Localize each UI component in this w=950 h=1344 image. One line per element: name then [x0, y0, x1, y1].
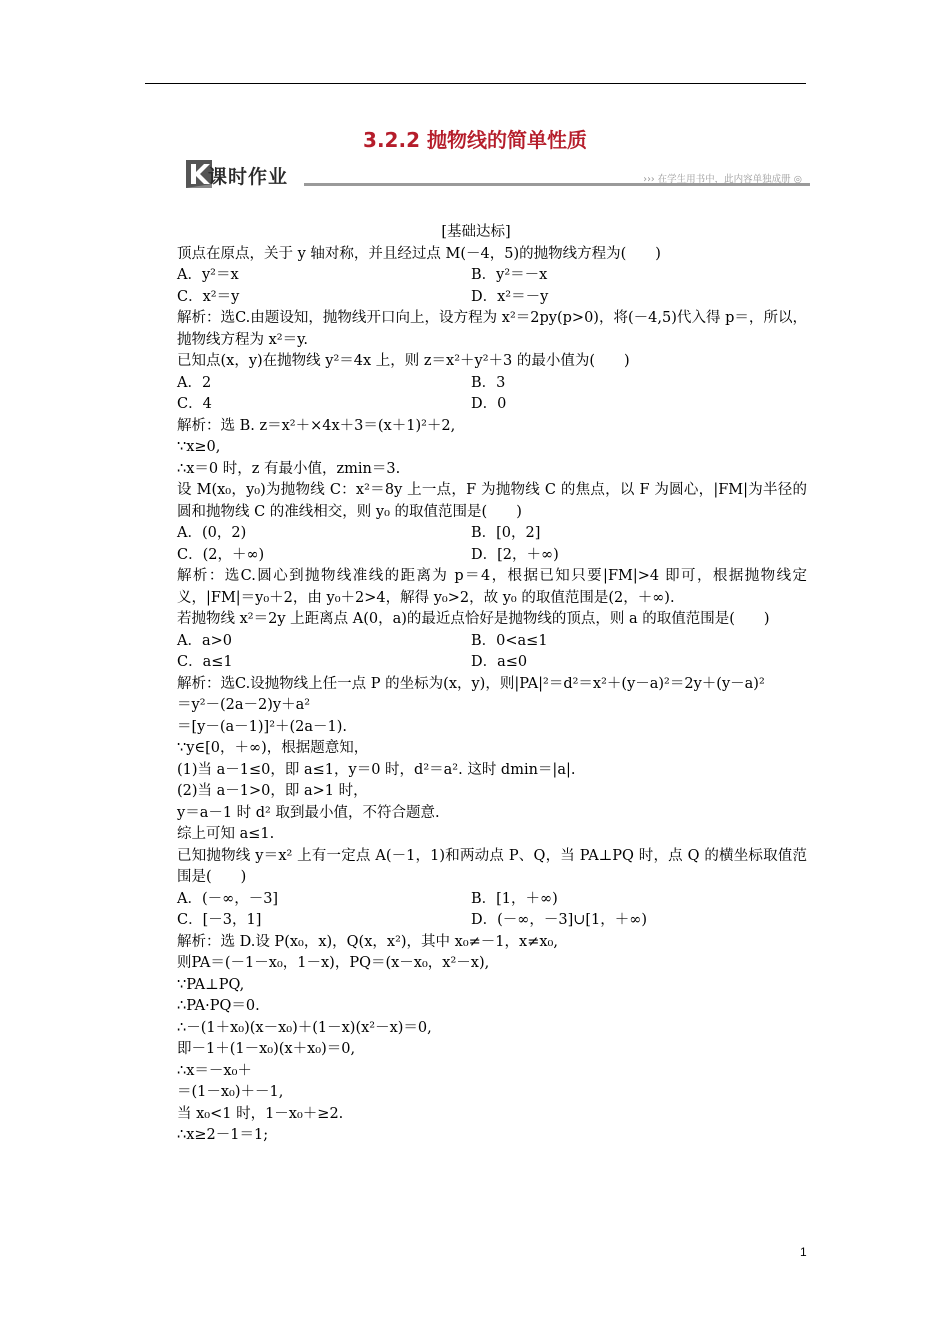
- option-left: A．(0，2): [177, 525, 247, 541]
- text-lines: [145, 244, 807, 1147]
- text-line: 已知点(x，y)在抛物线 y²＝4x 上，则 z＝x²＋y²＋3 的最小值为( ): [177, 353, 630, 369]
- document-body: [145, 222, 807, 1147]
- text-line: ∴x＝0 时，z 有最小值，zmin＝3.: [177, 460, 401, 477]
- option-row: [145, 545, 807, 567]
- option-right: D．a≤0: [471, 654, 528, 670]
- text-line: (1)当 a－1≤0，即 a≤1，y＝0 时，d²＝a². 这时 dmin＝|a|.: [177, 761, 576, 778]
- homework-banner: [186, 160, 810, 188]
- text-line: ∴x≥2－1＝1;: [177, 1127, 269, 1143]
- text-line: 即－1＋(1－x₀)(x＋x₀)＝0,: [177, 1041, 356, 1057]
- text-line: 已知抛物线 y＝x² 上有一定点 A(－1，1)和两动点 P、Q，当 PA⊥PQ 时，点 Q 的横坐标取值范围是( ): [177, 847, 807, 885]
- text-line: 解析：选C.由题设知，抛物线开口向上，设方程为 x²＝2py(p>0)，将(－4,5)代入得 p＝，所以，抛物线方程为 x²＝y.: [177, 310, 807, 348]
- text-line: ∵y∈[0，＋∞)，根据题意知，: [177, 740, 369, 756]
- banner-note: ››› 在学生用书中，此内容单独成册 ◎: [643, 174, 802, 185]
- option-right: D．0: [471, 396, 507, 412]
- option-left: C．a≤1: [177, 654, 233, 670]
- text-line: 解析：选C.圆心到抛物线准线的距离为 p＝4，根据已知只要|FM|>4 即可，根据抛物线定义，|FM|＝y₀＋2，由 y₀＋2>4，解得 y₀>2，故 y₀ 的取值范围是(2，＋∞).: [177, 568, 807, 606]
- option-left: C．x²＝y: [177, 288, 240, 305]
- text-line: 设 M(x₀，y₀)为抛物线 C：x²＝8y 上一点，F 为抛物线 C 的焦点，以 F 为圆心，|FM|为半径的圆和抛物线 C 的准线相交，则 y₀ 的取值范围是( ): [177, 482, 807, 520]
- text-line: (2)当 a－1>0，即 a>1 时，: [177, 783, 368, 799]
- option-left: A．y²＝x: [177, 267, 239, 283]
- text-line: ＝(1－x₀)＋－1,: [177, 1084, 284, 1100]
- option-row: [145, 910, 807, 932]
- option-row: [145, 373, 807, 395]
- text-line: 若抛物线 x²＝2y 上距离点 A(0，a)的最近点恰好是抛物线的顶点，则 a 的取值范围是( ): [177, 611, 770, 627]
- text-line: ∵x≥0,: [177, 439, 221, 455]
- text-line: 顶点在原点，关于 y 轴对称，并且经过点 M(－4，5)的抛物线方程为( ): [177, 245, 661, 262]
- option-row: [145, 652, 807, 674]
- option-right: B．0<a≤1: [471, 632, 548, 649]
- page-title: 3.2.2 抛物线的简单性质: [363, 128, 587, 152]
- banner-label: 课时作业: [208, 166, 289, 188]
- option-left: C．(2，＋∞): [177, 546, 265, 563]
- option-left: A．2: [177, 374, 212, 391]
- text-line: 则PA＝(－1－x₀，1－x)，PQ＝(x－x₀，x²－x),: [177, 955, 490, 971]
- option-right: B．y²＝－x: [471, 267, 548, 283]
- option-row: [145, 265, 807, 287]
- text-line: 综上可知 a≤1.: [177, 826, 275, 842]
- text-line: ∴－(1＋x₀)(x－x₀)＋(1－x)(x²－x)＝0,: [177, 1019, 432, 1036]
- text-line: ＝[y－(a－1)]²＋(2a－1).: [177, 718, 348, 735]
- option-row: [145, 889, 807, 911]
- option-left: C．4: [177, 396, 212, 412]
- option-row: [145, 287, 807, 309]
- text-line: y＝a－1 时 d² 取到最小值，不符合题意.: [177, 804, 440, 821]
- text-line: 解析：选 B. z＝x²＋×4x＋3＝(x＋1)²＋2,: [177, 417, 456, 434]
- text-line: ＝y²－(2a－2)y＋a²: [177, 697, 311, 713]
- option-right: D．x²＝－y: [471, 288, 549, 305]
- option-row: [145, 631, 807, 653]
- text-line: 解析：选C.设抛物线上任一点 P 的坐标为(x，y)，则|PA|²＝d²＝x²＋(y－a)²＝2y＋(y－a)²: [177, 675, 765, 692]
- option-left: A．(－∞，－3]: [177, 890, 279, 907]
- text-line: 解析：选 D.设 P(x₀，x)，Q(x，x²)，其中 x₀≠－1，x≠x₀,: [177, 933, 558, 950]
- text-line: 当 x₀<1 时，1－x₀＋≥2.: [177, 1105, 344, 1122]
- text-line: ∴PA·PQ＝0.: [177, 998, 260, 1014]
- text-line: ∵PA⊥PQ,: [177, 976, 245, 993]
- option-right: B．[1，＋∞): [471, 890, 558, 907]
- section-heading: [基础达标]: [441, 224, 511, 240]
- header-rule: [145, 83, 806, 84]
- option-row: [145, 394, 807, 416]
- page-number: 1: [800, 1245, 807, 1259]
- option-row: [145, 523, 807, 545]
- option-left: C．[－3，1]: [177, 912, 262, 928]
- option-right: D．[2，＋∞): [471, 546, 559, 563]
- option-left: A．a>0: [177, 632, 232, 649]
- option-right: B．3: [471, 374, 506, 391]
- option-right: B．[0，2]: [471, 525, 541, 541]
- option-right: D．(－∞，－3]∪[1，＋∞): [471, 912, 648, 928]
- text-line: ∴x＝－x₀＋: [177, 1062, 252, 1079]
